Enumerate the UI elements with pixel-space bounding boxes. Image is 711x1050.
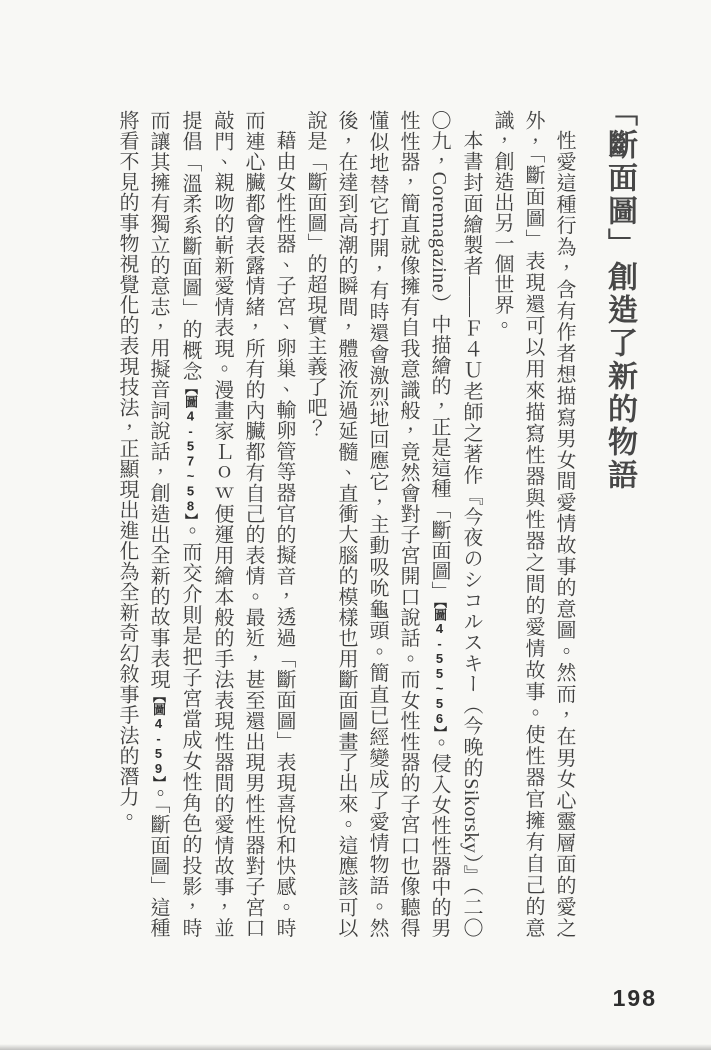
paragraph: 藉由女性性器、子宮、卵巢、輸卵管等器官的擬音，透過「斷面圖」表現喜悅和快感。時而連心臟都會表露情緒，所有的內臟都有自己的表情。最近，甚至還出現男性性器對子宮口敲門、親吻的嶄新愛情表現。漫畫家Ｌｏｗ便運用繪本般的手法表現性器間的愛情故事，並提倡「溫柔系斷面圖」的概念【圖4-57~58】。而交介則是把子宮當成女性角色的投影，時而讓其擁有獨立的意志，用擬音詞說話，創造出全新的故事表現【圖4-59】。「斷面圖」這種將看不見的事物視覺化的表現技法，正顯現出進化為全新奇幻敘事手法的潛力。 [116, 110, 295, 939]
paragraph: 本書封面繪製者——Ｆ４Ｕ老師之著作『今夜のシコルスキー（今晚的Sikorsky）』（二〇〇九，Coremagazine）中描繪的，正是這種「斷面圖」【圖4-55~56】。侵入女性性器中的男性性器，簡直就像擁有自我意識般，竟然會對子宮開口說話。而女性性器的子宮口也像聽得懂似地替它打開，有時還會激烈地回應它，主動吸吮龜頭。簡直已經變成了愛情物語。然後，在達到高潮的瞬間，體液流過延髓、直衝大腦的模樣也用斷面圖畫了出來。這應該可以說是「斷面圖」的超現實主義了吧？ [304, 110, 482, 938]
figure-reference: 【圖4-55~56】 [432, 601, 447, 733]
body-text [111, 96, 579, 938]
page-number: 198 [612, 985, 657, 1011]
figure-reference: 【圖4-59】 [151, 689, 166, 783]
page-content [111, 96, 641, 938]
paragraph: 性愛這種行為，含有作者想描寫男女間愛情故事的意圖。然而，在男女心靈層面的愛之外，「斷面圖」表現還可以用來描寫性器與性器之間的愛情故事。使性器官擁有自己的意識，創造出另一個世界。 [491, 110, 575, 938]
figure-reference: 【圖4-57~58】 [183, 381, 198, 521]
chapter-title: 「斷面圖」創造了新的物語 [603, 96, 636, 492]
